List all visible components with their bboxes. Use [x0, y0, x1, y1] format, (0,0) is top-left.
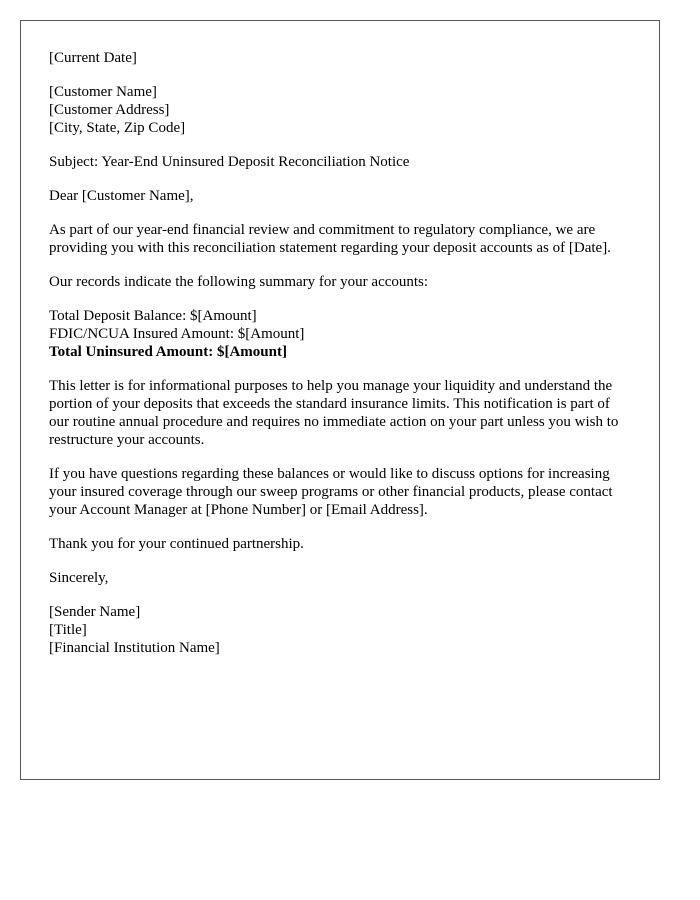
sender-title: [Title] — [49, 622, 87, 638]
summary-intro: Our records indicate the following summary for your accounts: — [49, 274, 429, 290]
insured-amount: FDIC/NCUA Insured Amount: $[Amount] — [49, 326, 305, 342]
letter-page — [20, 20, 660, 780]
sender-name: [Sender Name] — [49, 604, 141, 620]
thanks-line: Thank you for your continued partnership. — [49, 536, 304, 552]
total-uninsured-amount: Total Uninsured Amount: $[Amount] — [49, 344, 287, 360]
summary-block — [49, 307, 631, 361]
recipient-address: [Customer Address] — [49, 102, 170, 118]
signature-block — [49, 603, 631, 657]
letter-date: [Current Date] — [49, 50, 137, 66]
recipient-name: [Customer Name] — [49, 84, 157, 100]
questions-paragraph: If you have questions regarding these balances or would like to discuss options for increasing your insured coverage through our sweep programs or other financial products, please contact your Account Manager at [Phone Number] or [Email Address]. — [49, 466, 613, 518]
recipient-block — [49, 83, 631, 137]
total-deposit-balance: Total Deposit Balance: $[Amount] — [49, 308, 257, 324]
informational-paragraph: This letter is for informational purposes to help you manage your liquidity and understand the portion of your deposits that exceeds the standard insurance limits. This notification is part of our routine annual procedure and requires no immediate action on your part unless you wish to restructure your accounts. — [49, 378, 619, 448]
subject-line: Subject: Year-End Uninsured Deposit Reconciliation Notice — [49, 154, 410, 170]
closing-line: Sincerely, — [49, 570, 109, 586]
salutation: Dear [Customer Name], — [49, 188, 194, 204]
intro-paragraph: As part of our year-end financial review and commitment to regulatory compliance, we are providing you with this reconciliation statement regarding your deposit accounts as of [Date]. — [49, 222, 611, 256]
letter-body — [49, 49, 631, 657]
recipient-city-state-zip: [City, State, Zip Code] — [49, 120, 186, 136]
institution-name: [Financial Institution Name] — [49, 640, 220, 656]
